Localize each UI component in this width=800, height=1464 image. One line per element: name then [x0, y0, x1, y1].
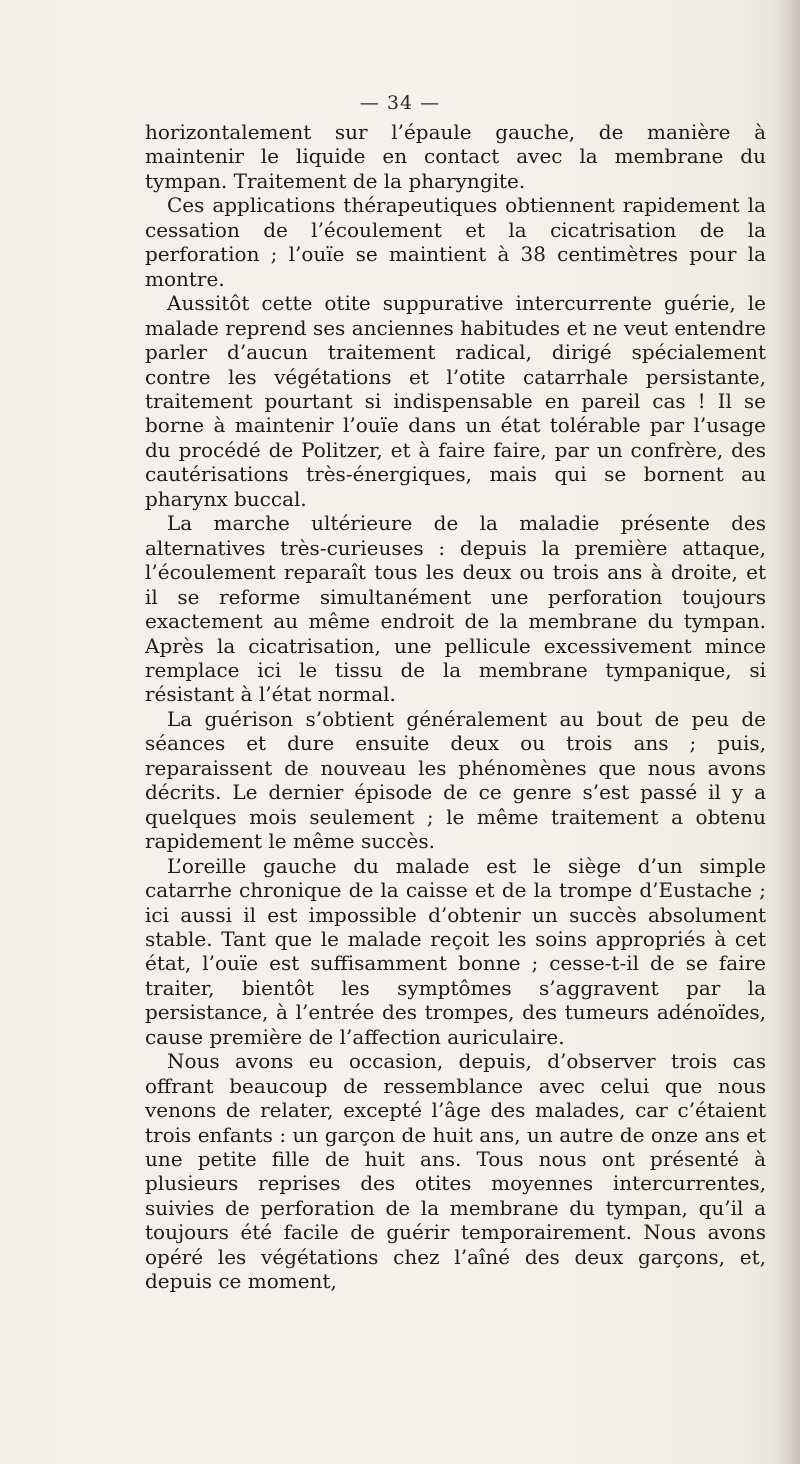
paragraph: La guérison s’obtient généralement au bout de peu de séances et dure ensuite deux ou trois ans ; puis, reparaissent de nouveau les phénomènes que nous avons décrits. Le dernier épisode de ce genre s’est passé il y a quelques mois seulement ; le même traitement a obtenu rapidement le même succès. [145, 706, 766, 854]
paragraph: L’oreille gauche du malade est le siège d’un simple catarrhe chronique de la caisse et de la trompe d’Eustache ; ici aussi il est impossible d’obtenir un succès absolument stable. Tant que le malade reçoit les soins appropriés à cet état, l’ouïe est suffisamment bonne ; cesse-t-il de se faire traiter, bientôt les symptômes s’aggravent par la persistance, à l’entrée des trompes, des tumeurs adénoïdes, cause première de l’affection auriculaire. [145, 853, 766, 1049]
page-number: — 34 — [359, 92, 441, 114]
paragraph: Nous avons eu occasion, depuis, d’observer trois cas offrant beaucoup de ressemblance avec celui que nous venons de relater, excepté l’âge des malades, car c’étaient trois enfants : un garçon de huit ans, un autre de onze ans et une petite fille de huit ans. Tous nous ont présenté à plusieurs reprises des otites moyennes intercurrentes, suivies de perforation de la membrane du tympan, qu’il a toujours été facile de guérir temporairement. Nous avons opéré les végétations chez l’aîné des deux garçons, et, depuis ce moment, [145, 1049, 766, 1294]
page-edge-shadow [774, 0, 800, 1464]
paragraph: Aussitôt cette otite suppurative intercurrente guérie, le malade reprend ses anciennes habitudes et ne veut entendre parler d’aucun traitement radical, dirigé spécialement contre les végétations et l’otite catarrhale persistante, traitement pourtant si indispensable en pareil cas ! Il se borne à maintenir l’ouïe dans un état tolérable par l’usage du procédé de Politzer, et à faire faire, par un confrère, des cautérisations très-énergiques, mais qui se bornent au pharynx buccal. [145, 291, 766, 511]
body-text [145, 120, 766, 1294]
paragraph: Ces applications thérapeutiques obtiennent rapidement la cessation de l’écoulement et la cicatrisation de la perforation ; l’ouïe se maintient à 38 centimètres pour la montre. [145, 193, 766, 291]
paragraph: La marche ultérieure de la maladie présente des alternatives très-curieuses : depuis la première attaque, l’écoulement reparaît tous les deux ou trois ans à droite, et il se reforme simultanément une perforation toujours exactement au même endroit de la membrane du tympan. Après la cicatrisation, une pellicule excessivement mince remplace ici le tissu de la membrane tympanique, si résistant à l’état normal. [145, 511, 766, 707]
paragraph: horizontalement sur l’épaule gauche, de manière à maintenir le liquide en contact avec la membrane du tympan. Traitement de la pharyngite. [145, 120, 766, 193]
